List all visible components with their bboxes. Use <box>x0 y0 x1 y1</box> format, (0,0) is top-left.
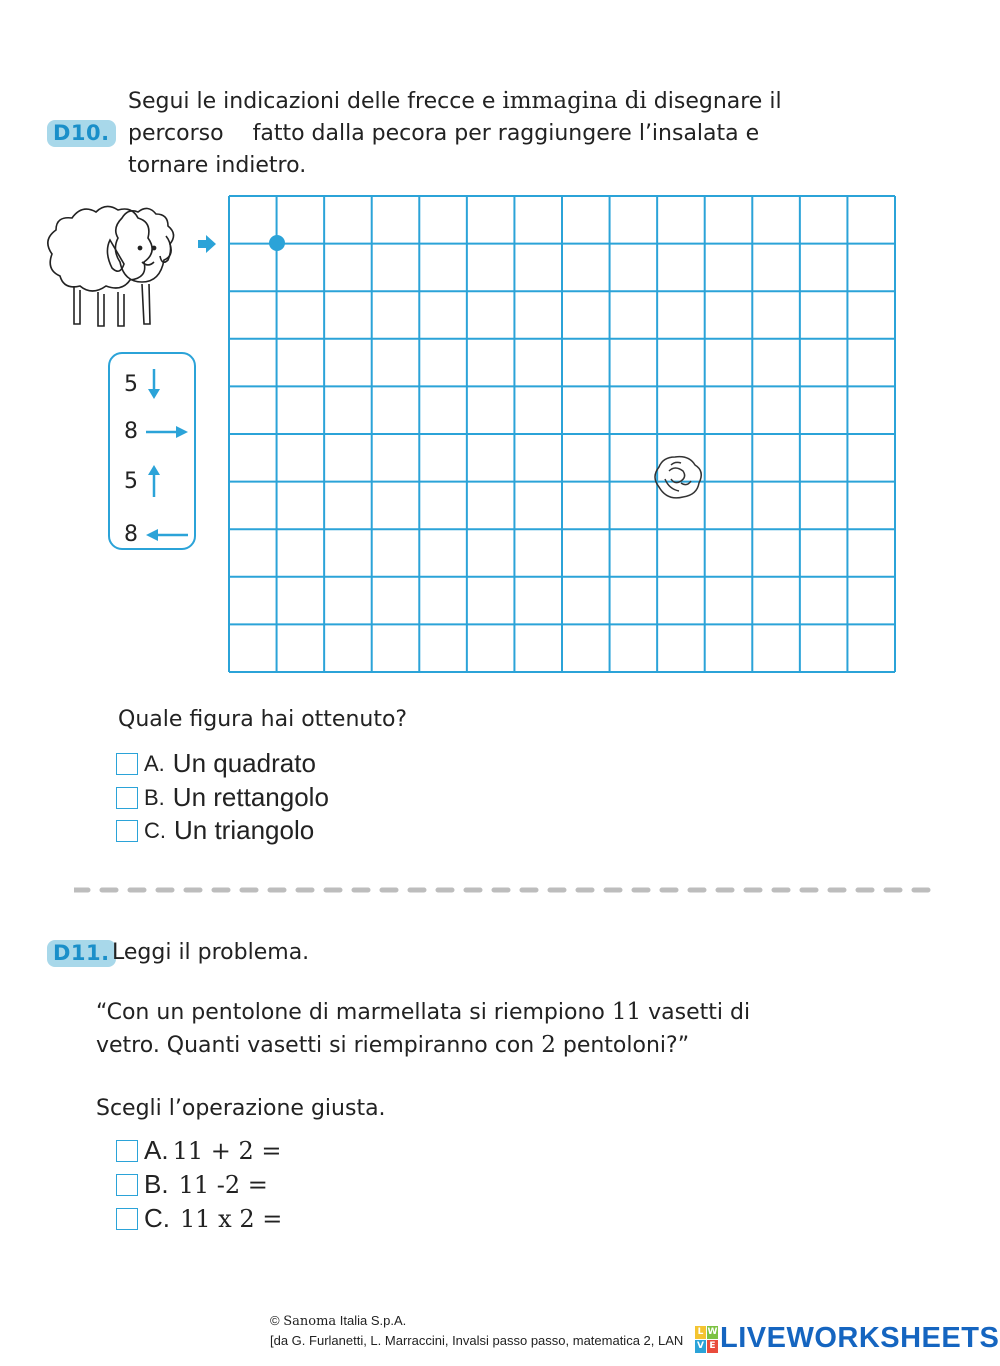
checkbox[interactable] <box>116 753 138 775</box>
grid <box>228 195 898 675</box>
exercise-badge-d10: D10. <box>47 120 116 147</box>
checkbox[interactable] <box>116 787 138 809</box>
d11-option-a[interactable]: A. 11 + 2 = <box>116 1135 282 1166</box>
footer-copyright: © Sanoma Italia S.p.A. <box>270 1313 407 1329</box>
instruction-line-3: tornare indietro. <box>128 153 307 178</box>
lettuce-icon <box>655 457 701 498</box>
legend-row-1: 5 <box>124 367 164 401</box>
liveworksheets-logo-text: LIVEWORKSHEETS <box>720 1322 1000 1354</box>
arrow-up-icon <box>144 463 164 499</box>
arrow-right-icon <box>144 422 190 442</box>
d11-option-b[interactable]: B. 11 -2 = <box>116 1169 268 1200</box>
d10-option-c[interactable]: C. Un triangolo <box>116 815 314 846</box>
d10-question: Quale figura hai ottenuto? <box>118 707 408 732</box>
start-arrow-icon <box>196 233 218 255</box>
arrow-left-icon <box>144 525 190 545</box>
d11-title: Leggi il problema. <box>112 940 310 965</box>
instruction-line-1: Segui le indicazioni delle frecce e immagina di disegnare il <box>128 88 782 114</box>
checkbox[interactable] <box>116 1140 138 1162</box>
problem-line-2: vetro. Quanti vasetti si riempiranno con 2 pentoloni?” <box>96 1032 690 1058</box>
legend-row-3: 5 <box>124 463 164 499</box>
d11-question: Scegli l’operazione giusta. <box>96 1096 386 1121</box>
problem-line-1: “Con un pentolone di marmellata si riempiono 11 vasetti di <box>96 999 751 1025</box>
legend-row-4: 8 <box>124 522 190 547</box>
liveworksheets-logo-icon: L W V E <box>695 1326 719 1354</box>
checkbox[interactable] <box>116 1208 138 1230</box>
checkbox[interactable] <box>116 1174 138 1196</box>
d11-option-c[interactable]: C. 11 x 2 = <box>116 1203 282 1234</box>
sheep-illustration <box>42 200 202 335</box>
d10-option-b[interactable]: B. Un rettangolo <box>116 782 329 813</box>
exercise-badge-d11: D11. <box>47 940 116 967</box>
section-divider <box>74 884 942 896</box>
checkbox[interactable] <box>116 820 138 842</box>
legend-row-2: 8 <box>124 419 190 444</box>
arrow-down-icon <box>144 367 164 401</box>
d10-option-a[interactable]: A. Un quadrato <box>116 748 316 779</box>
instruction-line-2: percorso fatto dalla pecora per raggiungere l’insalata e <box>128 121 760 146</box>
start-dot <box>269 235 285 251</box>
footer-source: [da G. Furlanetti, L. Marraccini, Invalsi passo passo, matematica 2, LAN <box>270 1333 684 1348</box>
